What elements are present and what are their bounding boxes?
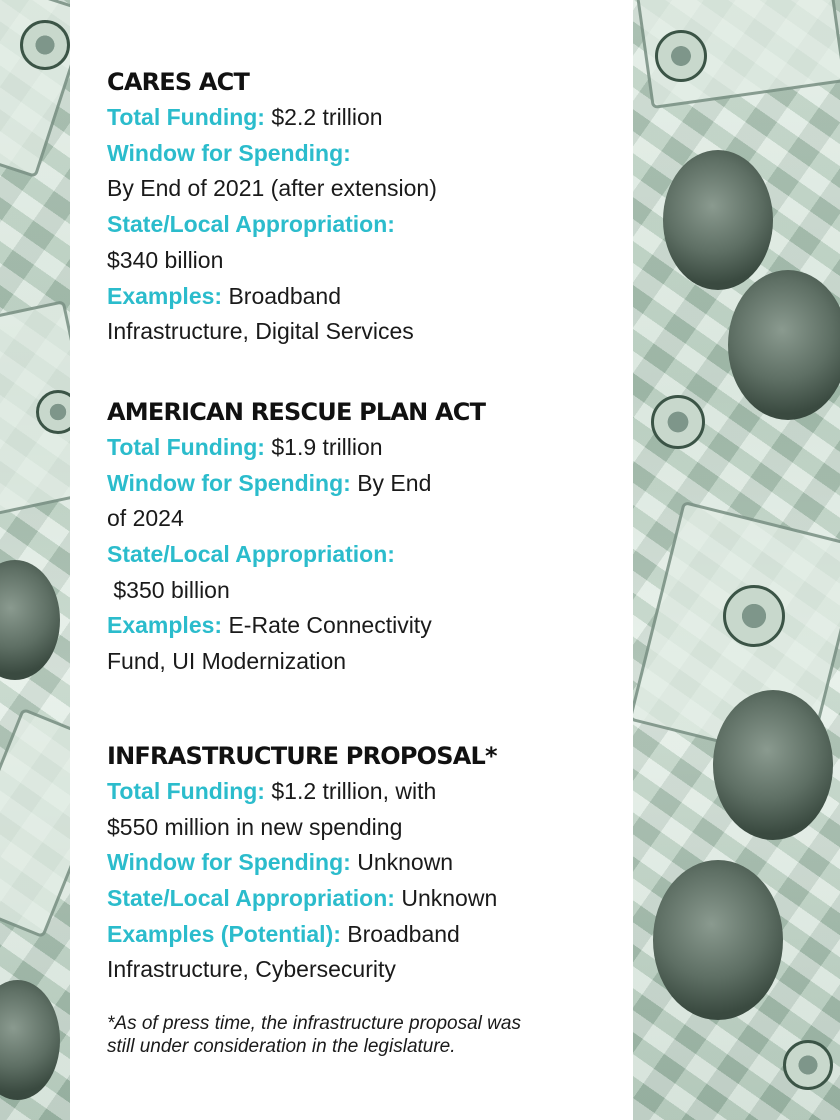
field-value: of 2024 [107, 505, 184, 532]
franklin-portrait-image [713, 690, 833, 840]
treasury-seal-icon [723, 585, 785, 647]
field-value: Unknown [401, 884, 498, 911]
field-value: $350 billion [113, 576, 230, 603]
section-cares-act [107, 64, 607, 350]
section-title: INFRASTRUCTURE PROPOSAL* [107, 741, 497, 770]
examples-continued-row [107, 314, 607, 350]
field-value: E-Rate Connectivity [228, 612, 432, 639]
window-continued-row [107, 501, 607, 537]
examples-continued-row [107, 952, 607, 988]
section-title: AMERICAN RESCUE PLAN ACT [107, 397, 486, 426]
field-value: $1.9 trillion [271, 433, 383, 460]
field-label: Window for Spending: [107, 849, 351, 876]
field-value: $550 million in new spending [107, 813, 403, 840]
field-label: Total Funding: [107, 777, 265, 804]
money-background-left [0, 0, 70, 1120]
money-background-right [633, 0, 840, 1120]
appropriation-value-row [107, 243, 607, 279]
field-label: Total Funding: [107, 104, 265, 130]
section-title: CARES ACT [107, 68, 250, 96]
section-american-rescue-plan-act [107, 394, 607, 680]
treasury-seal-icon [20, 20, 70, 70]
treasury-seal-icon [651, 395, 705, 449]
field-value: By End [357, 469, 432, 496]
appropriation-label-row [107, 207, 607, 243]
window-value-row [107, 171, 607, 207]
franklin-portrait-image [728, 270, 840, 420]
field-label: Examples (Potential): [107, 920, 341, 947]
field-value: Broadband [228, 282, 341, 309]
field-value: Unknown [357, 849, 454, 876]
examples-continued-row [107, 644, 607, 680]
appropriation-value-row [107, 573, 607, 609]
franklin-portrait-image [663, 150, 773, 290]
field-value: $1.2 trillion, with [271, 777, 437, 804]
field-label: Total Funding: [107, 433, 265, 460]
window-row [107, 845, 607, 881]
franklin-portrait-image [653, 860, 783, 1020]
field-value: Infrastructure, Cybersecurity [107, 956, 396, 983]
dollar-bill-image [0, 708, 70, 939]
examples-row [107, 608, 607, 644]
field-label: Window for Spending: [107, 139, 351, 166]
field-label: Examples: [107, 282, 223, 309]
appropriation-row [107, 881, 607, 917]
treasury-seal-icon [655, 30, 707, 82]
field-label: Window for Spending: [107, 469, 351, 496]
field-label: State/Local Appropriation: [107, 211, 395, 238]
field-value: Infrastructure, Digital Services [107, 318, 414, 345]
field-label: State/Local Appropriation: [107, 541, 395, 568]
total-funding-row [107, 100, 607, 136]
field-label: Examples: [107, 612, 223, 639]
window-row [107, 466, 607, 502]
window-label-row [107, 136, 607, 172]
field-value: By End of 2021 (after extension) [107, 175, 437, 202]
field-value: Broadband [347, 920, 460, 947]
examples-row [107, 279, 607, 315]
field-value: Fund, UI Modernization [107, 648, 347, 675]
total-funding-continued-row [107, 810, 607, 846]
funding-summary [107, 64, 607, 1077]
field-value: $340 billion [107, 246, 224, 273]
field-label: State/Local Appropriation: [107, 884, 395, 911]
section-infrastructure-proposal [107, 738, 607, 988]
franklin-portrait-image [0, 560, 60, 680]
appropriation-label-row [107, 537, 607, 573]
examples-row [107, 917, 607, 953]
total-funding-row [107, 774, 607, 810]
footnote: *As of press time, the infrastructure proposal was still under consideration in the legislature. [107, 1013, 521, 1058]
total-funding-row [107, 430, 607, 466]
franklin-portrait-image [0, 980, 60, 1100]
content-panel [70, 0, 633, 1120]
field-value: $2.2 trillion [271, 104, 383, 130]
treasury-seal-icon [783, 1040, 833, 1090]
